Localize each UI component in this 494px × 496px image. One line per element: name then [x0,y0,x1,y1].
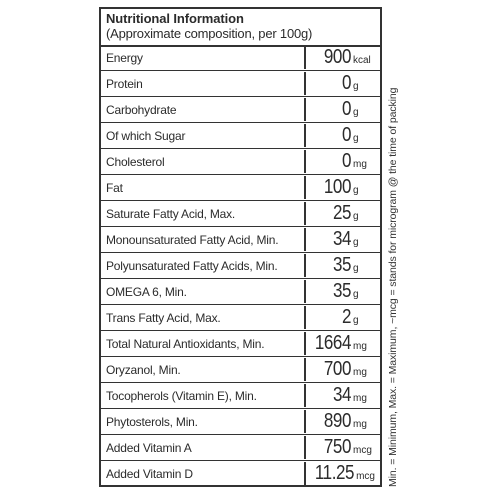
nutrient-amount [304,410,380,433]
amount-unit: mg [353,366,367,378]
amount-value: 890 [323,410,351,432]
table-row [101,462,380,485]
nutrient-amount [304,72,380,95]
table-row [101,254,380,277]
amount-value: 2 [341,306,351,328]
amount-unit: mcg [356,470,375,482]
nutrient-name: Trans Fatty Acid, Max. [106,310,221,325]
table-row [101,98,380,121]
nutrient-name: Oryzanol, Min. [106,362,181,377]
table-row [101,436,380,459]
amount-value: 35 [332,280,351,302]
nutrient-name: Polyunsaturated Fatty Acids, Min. [106,258,278,273]
nutrient-name: Tocopherols (Vitamin E), Min. [106,388,257,403]
nutrient-amount [304,176,380,199]
row-divider [101,434,380,435]
row-divider [101,96,380,97]
nutrient-name: OMEGA 6, Min. [106,284,187,299]
table-row [101,150,380,173]
amount-unit: g [353,184,359,196]
nutrient-amount [304,150,380,173]
amount-unit: mg [353,392,367,404]
nutrient-name: Total Natural Antioxidants, Min. [106,336,265,351]
table-row [101,384,380,407]
row-divider [101,252,380,253]
table-header [101,9,380,47]
amount-value: 700 [323,358,351,380]
amount-unit: g [353,262,359,274]
row-divider [101,278,380,279]
table-row [101,124,380,147]
row-divider [101,382,380,383]
amount-value: 0 [341,150,351,172]
nutrient-amount [304,306,380,329]
amount-unit: mg [353,340,367,352]
amount-value: 34 [332,228,351,250]
amount-unit: g [353,314,359,326]
nutrient-name: Saturate Fatty Acid, Max. [106,206,236,221]
amount-unit: mg [353,158,367,170]
amount-value: 0 [341,124,351,146]
table-row [101,46,380,69]
nutrient-amount [304,332,380,355]
nutrient-amount [304,436,380,459]
table-row [101,72,380,95]
nutrient-name: Protein [106,76,143,91]
amount-value: 750 [323,436,351,458]
nutrient-amount [304,98,380,121]
nutrient-name: Added Vitamin A [106,440,192,455]
row-divider [101,408,380,409]
nutrient-amount [304,358,380,381]
nutrient-amount [304,280,380,303]
amount-value: 35 [332,254,351,276]
amount-unit: g [353,236,359,248]
nutrient-amount [304,124,380,147]
nutrient-amount [304,46,380,69]
amount-unit: kcal [353,54,371,66]
amount-value: 900 [323,46,351,68]
row-divider [101,460,380,461]
amount-unit: g [353,288,359,300]
table-subtitle: (Approximate composition, per 100g) [106,26,313,41]
amount-value: 0 [341,98,351,120]
table-row [101,358,380,381]
nutrient-amount [304,202,380,225]
table-row [101,228,380,251]
nutrition-table [99,7,382,487]
table-row [101,176,380,199]
amount-value: 100 [323,176,351,198]
table-row [101,332,380,355]
amount-value: 25 [332,202,351,224]
amount-unit: g [353,132,359,144]
amount-unit: g [353,106,359,118]
nutrient-name: Energy [106,50,143,65]
nutrient-amount [304,228,380,251]
nutrient-name: Carbohydrate [106,102,177,117]
row-divider [101,122,380,123]
nutrient-amount [304,254,380,277]
nutrient-name: Added Vitamin D [106,466,193,481]
nutrient-amount [304,462,380,485]
table-title: Nutritional Information [106,11,244,26]
nutrient-name: Of which Sugar [106,128,186,143]
row-divider [101,174,380,175]
row-divider [101,304,380,305]
row-divider [101,148,380,149]
footnote: Min. = Minimum, Max. = Maximum, ~mcg = stands for microgram @ the time of packing [387,87,399,487]
nutrient-name: Cholesterol [106,154,165,169]
row-divider [101,226,380,227]
amount-unit: g [353,80,359,92]
nutrient-name: Monounsaturated Fatty Acid, Min. [106,232,279,247]
row-divider [101,356,380,357]
table-row [101,410,380,433]
nutrient-amount [304,384,380,407]
amount-value: 1664 [314,332,351,354]
row-divider [101,70,380,71]
row-divider [101,330,380,331]
amount-unit: g [353,210,359,222]
table-row [101,280,380,303]
row-divider [101,200,380,201]
amount-unit: mcg [353,444,372,456]
nutrient-name: Phytosterols, Min. [106,414,198,429]
amount-value: 0 [341,72,351,94]
table-row [101,202,380,225]
amount-unit: mg [353,418,367,430]
amount-value: 34 [332,384,351,406]
amount-value: 11.25 [314,462,355,484]
table-row [101,306,380,329]
nutrient-name: Fat [106,180,123,195]
